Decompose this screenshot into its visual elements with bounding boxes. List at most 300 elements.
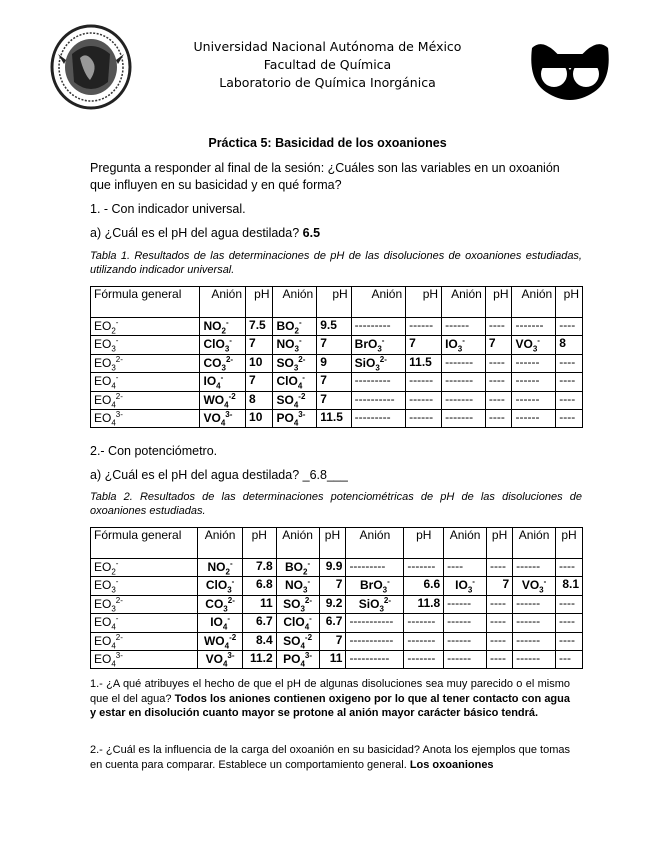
anion-cell bbox=[200, 336, 246, 354]
a1-charge: 2- bbox=[227, 595, 235, 605]
column-header: Fórmula general bbox=[91, 528, 198, 559]
a3-text: --------- bbox=[354, 409, 391, 424]
ph-cell: ---- bbox=[487, 559, 513, 577]
anion-cell bbox=[444, 559, 487, 577]
anion-cell bbox=[442, 373, 486, 391]
anion-cell bbox=[512, 354, 556, 372]
formula-cell bbox=[91, 614, 198, 632]
table-row bbox=[91, 336, 583, 354]
a5-text: ------- bbox=[515, 318, 544, 332]
a3-text: SiO bbox=[354, 355, 376, 370]
unam-seal-logo bbox=[50, 24, 132, 110]
section1-water-ph bbox=[90, 225, 570, 242]
anion-cell bbox=[200, 391, 246, 409]
anion-cell bbox=[351, 391, 405, 409]
a4-charge: - bbox=[472, 577, 475, 587]
formula-cell bbox=[91, 559, 198, 577]
ph-cell: 7.5 bbox=[246, 318, 273, 336]
ph-cell: ------- bbox=[404, 614, 444, 632]
a4-text: ------ bbox=[447, 632, 472, 647]
a1-text: NO bbox=[203, 319, 222, 333]
ph-cell: 6.6 bbox=[404, 577, 444, 595]
a2-charge: -2 bbox=[304, 632, 313, 642]
column-header: Anión bbox=[346, 528, 404, 559]
ph-cell: 7 bbox=[319, 577, 346, 595]
table-row bbox=[91, 559, 583, 577]
a5-text: VO bbox=[521, 578, 540, 593]
column-header: Anión bbox=[198, 528, 243, 559]
anion-cell bbox=[273, 391, 317, 409]
f-subscript: 3 bbox=[111, 363, 116, 373]
a1-text: WO bbox=[203, 392, 225, 407]
ph-cell: ------ bbox=[406, 391, 442, 409]
a1-charge: - bbox=[227, 614, 230, 624]
f-text: EO bbox=[94, 578, 112, 593]
a2-subscript: 4 bbox=[293, 418, 299, 428]
a1-text: IO bbox=[203, 374, 217, 389]
table-row bbox=[91, 391, 583, 409]
a1-text: ClO bbox=[203, 337, 225, 352]
formula-cell bbox=[91, 336, 200, 354]
formula-cell bbox=[91, 373, 200, 391]
ph-cell: 7 bbox=[319, 632, 346, 650]
ph-cell: 6.7 bbox=[319, 614, 346, 632]
anion-cell bbox=[444, 577, 487, 595]
a2-charge: - bbox=[307, 559, 311, 568]
a1-charge: - bbox=[220, 373, 224, 383]
page-title: Práctica 5: Basicidad de los oxoaniones bbox=[208, 136, 447, 150]
a4-text: ------- bbox=[445, 373, 474, 388]
ph-cell: 7 bbox=[485, 336, 512, 354]
a4-subscript: 3 bbox=[467, 585, 473, 595]
ph-cell: 9 bbox=[317, 354, 351, 372]
anion-cell bbox=[273, 318, 317, 336]
ph-cell: 11.5 bbox=[317, 409, 351, 427]
a3-subscript: 3 bbox=[377, 344, 382, 354]
column-header: pH bbox=[485, 287, 512, 318]
anion-cell bbox=[276, 632, 319, 650]
table-row bbox=[91, 595, 583, 613]
ph-cell: ---- bbox=[556, 318, 583, 336]
f-subscript: 4 bbox=[111, 622, 116, 632]
anion-cell bbox=[512, 391, 556, 409]
ph-cell: ------ bbox=[406, 409, 442, 427]
a2-text: PO bbox=[276, 410, 294, 425]
column-header: pH bbox=[242, 528, 276, 559]
a2-charge: - bbox=[307, 577, 311, 587]
anion-cell bbox=[444, 632, 487, 650]
a3-text: ---------- bbox=[354, 391, 395, 406]
a2-text: NO bbox=[285, 578, 304, 593]
ph-cell: 7 bbox=[406, 336, 442, 354]
a1-text: VO bbox=[205, 651, 223, 666]
anion-cell bbox=[276, 577, 319, 595]
a2-subscript: 4 bbox=[304, 622, 310, 632]
a4-text: ------ bbox=[447, 595, 472, 610]
ph-cell: ---- bbox=[485, 354, 512, 372]
f-text: EO bbox=[94, 392, 112, 407]
a5-text: VO bbox=[515, 337, 533, 352]
a5-text: ------ bbox=[516, 559, 541, 573]
anion-cell bbox=[273, 409, 317, 427]
a3-subscript: 3 bbox=[379, 604, 384, 614]
table-row bbox=[91, 373, 583, 391]
a2-subscript: 4 bbox=[300, 640, 305, 650]
f-text: EO bbox=[94, 651, 112, 666]
a3-charge: - bbox=[381, 336, 385, 346]
f-text: EO bbox=[94, 319, 112, 333]
a2-subscript: 2 bbox=[303, 567, 308, 577]
a5-text: ------ bbox=[515, 373, 540, 388]
ph-cell: ---- bbox=[556, 391, 583, 409]
anion-cell bbox=[200, 354, 246, 372]
anion-cell bbox=[198, 650, 243, 668]
ph-cell: ---- bbox=[556, 409, 583, 427]
a2-charge: 2- bbox=[304, 595, 313, 605]
header-row bbox=[91, 287, 583, 318]
ph-cell: 11 bbox=[242, 595, 276, 613]
header-row bbox=[91, 528, 583, 559]
formula-cell bbox=[91, 318, 200, 336]
anion-cell bbox=[273, 373, 317, 391]
ph-cell: ---- bbox=[485, 409, 512, 427]
a4-charge: - bbox=[462, 336, 465, 346]
a2-charge: 3- bbox=[304, 650, 313, 660]
a3-subscript: 3 bbox=[382, 585, 388, 595]
anion-cell bbox=[512, 409, 556, 427]
a2-text: BO bbox=[285, 560, 304, 574]
anion-cell bbox=[346, 614, 404, 632]
a2-subscript: 4 bbox=[293, 399, 299, 409]
f-text: EO bbox=[94, 633, 112, 648]
section2-water-answer: _6.8___ bbox=[302, 468, 348, 482]
ph-cell: 8 bbox=[246, 391, 273, 409]
formula-cell bbox=[91, 391, 200, 409]
f-subscript: 3 bbox=[111, 585, 116, 595]
ph-cell: ---- bbox=[556, 373, 583, 391]
ph-cell: 9.2 bbox=[319, 595, 346, 613]
a5-text: ------ bbox=[516, 614, 541, 629]
section1-water-answer: 6.5 bbox=[302, 226, 321, 240]
question-2-answer: Los oxoaniones bbox=[409, 758, 494, 771]
anion-cell bbox=[273, 354, 317, 372]
a2-text: ClO bbox=[283, 615, 305, 630]
anion-cell bbox=[442, 391, 486, 409]
ph-cell: 11.5 bbox=[406, 354, 442, 372]
anion-cell bbox=[513, 559, 556, 577]
anion-cell bbox=[351, 318, 405, 336]
anion-cell bbox=[200, 409, 246, 427]
a2-subscript: 4 bbox=[297, 381, 303, 391]
anion-cell bbox=[346, 632, 404, 650]
a3-text: ----------- bbox=[349, 614, 394, 629]
a1-charge: - bbox=[229, 336, 232, 346]
column-header: pH bbox=[555, 528, 582, 559]
a2-charge: - bbox=[302, 373, 305, 383]
column-header: pH bbox=[406, 287, 442, 318]
ph-cell: 8 bbox=[556, 336, 583, 354]
a5-text: ------ bbox=[516, 595, 541, 610]
a2-text: SO bbox=[283, 596, 301, 611]
f-subscript: 3 bbox=[111, 604, 116, 614]
ph-cell: 7 bbox=[317, 336, 351, 354]
ph-cell: ---- bbox=[485, 318, 512, 336]
faculty-name: Facultad de Química bbox=[263, 57, 392, 72]
anion-cell bbox=[513, 632, 556, 650]
column-header: pH bbox=[319, 528, 346, 559]
anion-cell bbox=[198, 595, 243, 613]
anion-cell bbox=[442, 354, 486, 372]
a2-text: SO bbox=[276, 392, 294, 407]
a4-subscript: 3 bbox=[457, 344, 463, 354]
a2-charge: 3- bbox=[298, 409, 306, 419]
ph-cell: ------- bbox=[404, 650, 444, 668]
f-charge: - bbox=[115, 614, 119, 624]
a3-text: BrO bbox=[354, 337, 378, 352]
ph-cell: ---- bbox=[485, 391, 512, 409]
a1-subscript: 4 bbox=[220, 418, 226, 428]
anion-cell bbox=[351, 373, 405, 391]
a3-charge: 2- bbox=[383, 595, 392, 605]
a5-subscript: 3 bbox=[539, 585, 544, 595]
section1-water-question: a) ¿Cuál es el pH del agua destilada? bbox=[90, 226, 300, 240]
ph-cell: ---- bbox=[555, 559, 582, 577]
lab-name: Laboratorio de Química Inorgánica bbox=[219, 75, 436, 90]
anion-cell bbox=[200, 373, 246, 391]
a1-subscript: 4 bbox=[224, 640, 230, 650]
column-header: Anión bbox=[200, 287, 246, 318]
a3-text: BrO bbox=[360, 578, 383, 593]
formula-cell bbox=[91, 632, 198, 650]
anion-cell bbox=[346, 650, 404, 668]
table-row bbox=[91, 409, 583, 427]
column-header: pH bbox=[317, 287, 351, 318]
f-charge: 3- bbox=[115, 409, 123, 419]
column-header: pH bbox=[487, 528, 513, 559]
a1-text: WO bbox=[203, 633, 225, 648]
ph-cell: 10 bbox=[246, 354, 273, 372]
ph-cell: 11.8 bbox=[404, 595, 444, 613]
anion-cell bbox=[346, 559, 404, 577]
ph-cell: 10 bbox=[246, 409, 273, 427]
ph-cell: 7 bbox=[317, 391, 351, 409]
a5-text: ------ bbox=[515, 354, 540, 369]
a2-charge: 2- bbox=[298, 354, 306, 364]
a1-subscript: 4 bbox=[224, 399, 229, 409]
ph-cell: 8.1 bbox=[555, 577, 582, 595]
table-row bbox=[91, 577, 583, 595]
table-row bbox=[91, 354, 583, 372]
table-row bbox=[91, 318, 583, 336]
a4-text: ------- bbox=[445, 391, 474, 406]
a2-text: NO bbox=[276, 337, 295, 352]
ph-cell: ---- bbox=[487, 595, 513, 613]
question-2-text: 2.- ¿Cuál es la influencia de la carga del oxoanión en su basicidad? Anota los ejemplos que tomas en cuenta para comparar. Establece un comportamiento general. bbox=[90, 744, 570, 771]
a1-text: ClO bbox=[205, 578, 228, 593]
a5-text: ------ bbox=[516, 650, 541, 665]
formula-cell bbox=[91, 577, 198, 595]
anion-cell bbox=[513, 650, 556, 668]
a1-subscript: 3 bbox=[221, 363, 226, 373]
ph-cell: ------ bbox=[406, 373, 442, 391]
ph-cell: ---- bbox=[555, 614, 582, 632]
a1-text: IO bbox=[210, 615, 223, 630]
column-header: Fórmula general bbox=[91, 287, 200, 318]
f-subscript: 4 bbox=[111, 399, 116, 409]
anion-cell bbox=[351, 336, 405, 354]
anion-cell bbox=[346, 577, 404, 595]
f-text: EO bbox=[94, 560, 112, 574]
table-row bbox=[91, 614, 583, 632]
table1 bbox=[90, 286, 583, 428]
a4-text: ------- bbox=[445, 354, 474, 369]
a2-text: PO bbox=[283, 651, 301, 666]
anion-cell bbox=[444, 650, 487, 668]
f-text: EO bbox=[94, 355, 112, 370]
anion-cell bbox=[513, 614, 556, 632]
ph-cell: ---- bbox=[485, 373, 512, 391]
anion-cell bbox=[351, 409, 405, 427]
ph-cell: 11 bbox=[319, 650, 346, 668]
a2-text: SO bbox=[276, 355, 294, 370]
a3-subscript: 3 bbox=[375, 363, 380, 373]
anion-cell bbox=[198, 559, 243, 577]
ph-cell: ------- bbox=[404, 632, 444, 650]
f-text: EO bbox=[94, 374, 112, 389]
anion-cell bbox=[276, 559, 319, 577]
ph-cell: --- bbox=[555, 650, 582, 668]
a1-subscript: 4 bbox=[222, 622, 228, 632]
question-2 bbox=[90, 743, 570, 772]
a4-text: IO bbox=[445, 337, 458, 352]
anion-cell bbox=[513, 577, 556, 595]
a1-subscript: 3 bbox=[223, 604, 228, 614]
a1-text: CO bbox=[205, 596, 224, 611]
a1-text: VO bbox=[203, 410, 221, 425]
a4-text: IO bbox=[455, 578, 468, 593]
anion-cell bbox=[198, 577, 243, 595]
ph-cell: 8.4 bbox=[242, 632, 276, 650]
anion-cell bbox=[512, 336, 556, 354]
column-header: Anión bbox=[351, 287, 405, 318]
section2-water-question: a) ¿Cuál es el pH del agua destilada? bbox=[90, 468, 300, 482]
anion-cell bbox=[444, 614, 487, 632]
question-1-answer: Todos los aniones contienen oxigeno por lo que al tener contacto con agua y estar en disolución cuanto mayor se protone al anión mayor carácter básico tendrá. bbox=[90, 692, 570, 719]
ph-cell: 7 bbox=[246, 373, 273, 391]
a2-subscript: 4 bbox=[300, 659, 305, 669]
a5-text: ------ bbox=[515, 409, 540, 424]
f-charge: - bbox=[115, 373, 119, 383]
section2-water-ph bbox=[90, 467, 570, 484]
a2-subscript: 3 bbox=[293, 363, 299, 373]
column-header: pH bbox=[404, 528, 444, 559]
f-charge: 3- bbox=[115, 650, 123, 660]
institution-header bbox=[150, 38, 505, 92]
f-charge: - bbox=[115, 577, 119, 587]
ph-cell: ---- bbox=[555, 595, 582, 613]
section2-heading: 2.- Con potenciómetro. bbox=[90, 444, 218, 458]
anion-cell bbox=[442, 336, 486, 354]
f-text: EO bbox=[94, 596, 112, 611]
ph-cell: 7 bbox=[317, 373, 351, 391]
ph-cell: 9.5 bbox=[317, 318, 351, 336]
a2-text: SO bbox=[283, 633, 301, 648]
a3-text: --------- bbox=[349, 559, 386, 573]
column-header: Anión bbox=[442, 287, 486, 318]
a1-subscript: 2 bbox=[221, 326, 226, 336]
anion-cell bbox=[276, 614, 319, 632]
anion-cell bbox=[442, 318, 486, 336]
table-row bbox=[91, 650, 583, 668]
f-subscript: 4 bbox=[111, 659, 116, 669]
anion-cell bbox=[512, 318, 556, 336]
table-row bbox=[91, 632, 583, 650]
a3-text: SiO bbox=[358, 596, 380, 611]
a2-text: ClO bbox=[276, 374, 298, 389]
f-charge: - bbox=[115, 559, 119, 568]
ph-cell: ------- bbox=[404, 559, 444, 577]
f-charge: 2- bbox=[115, 595, 123, 605]
a1-text: NO bbox=[207, 560, 226, 574]
f-charge: - bbox=[115, 318, 119, 327]
anion-cell bbox=[346, 595, 404, 613]
a3-text: --------- bbox=[354, 318, 391, 332]
ph-cell: 7 bbox=[487, 577, 513, 595]
f-text: EO bbox=[94, 410, 112, 425]
a2-subscript: 3 bbox=[294, 344, 299, 354]
formula-cell bbox=[91, 354, 200, 372]
a1-charge: - bbox=[229, 559, 233, 568]
ph-cell: ---- bbox=[487, 632, 513, 650]
ph-cell: ---- bbox=[487, 650, 513, 668]
anion-cell bbox=[198, 614, 243, 632]
a3-text: ----------- bbox=[349, 632, 394, 647]
ph-cell: 11.2 bbox=[242, 650, 276, 668]
a2-charge: - bbox=[309, 614, 312, 624]
ph-cell: ---- bbox=[556, 354, 583, 372]
ph-cell: ---- bbox=[487, 614, 513, 632]
ph-cell: ------ bbox=[406, 318, 442, 336]
anion-cell bbox=[513, 595, 556, 613]
a2-charge: - bbox=[298, 318, 302, 327]
ph-cell: 7 bbox=[246, 336, 273, 354]
a1-charge: - bbox=[225, 318, 229, 327]
a3-text: ---------- bbox=[349, 650, 390, 665]
f-subscript: 4 bbox=[111, 381, 116, 391]
a5-subscript: 3 bbox=[532, 344, 538, 354]
a1-charge: -2 bbox=[228, 391, 236, 401]
question-1-text: 1.- ¿A qué atribuyes el hecho de que el pH de algunas disoluciones sea muy parecido o el mismo que el del agua? bbox=[90, 678, 570, 705]
anion-cell bbox=[276, 595, 319, 613]
a1-charge: 3- bbox=[227, 650, 235, 660]
a4-text: ------ bbox=[445, 318, 470, 332]
ph-cell: 9.9 bbox=[319, 559, 346, 577]
a1-subscript: 2 bbox=[225, 567, 230, 577]
f-text: EO bbox=[94, 615, 112, 630]
column-header: Anión bbox=[513, 528, 556, 559]
ph-cell: 6.8 bbox=[242, 577, 276, 595]
a2-subscript: 3 bbox=[303, 585, 308, 595]
a2-subscript: 3 bbox=[300, 604, 305, 614]
ph-cell: ---- bbox=[555, 632, 582, 650]
faculty-owl-logo bbox=[526, 30, 614, 110]
a3-charge: 2- bbox=[379, 354, 387, 364]
column-header: pH bbox=[246, 287, 273, 318]
session-question: Pregunta a responder al final de la sesión: ¿Cuáles son las variables en un oxoanión que influyen en su basicidad y en qué forma? bbox=[90, 161, 560, 192]
ph-cell: 6.7 bbox=[242, 614, 276, 632]
a2-charge: - bbox=[298, 336, 302, 346]
a4-text: ------ bbox=[447, 614, 472, 629]
